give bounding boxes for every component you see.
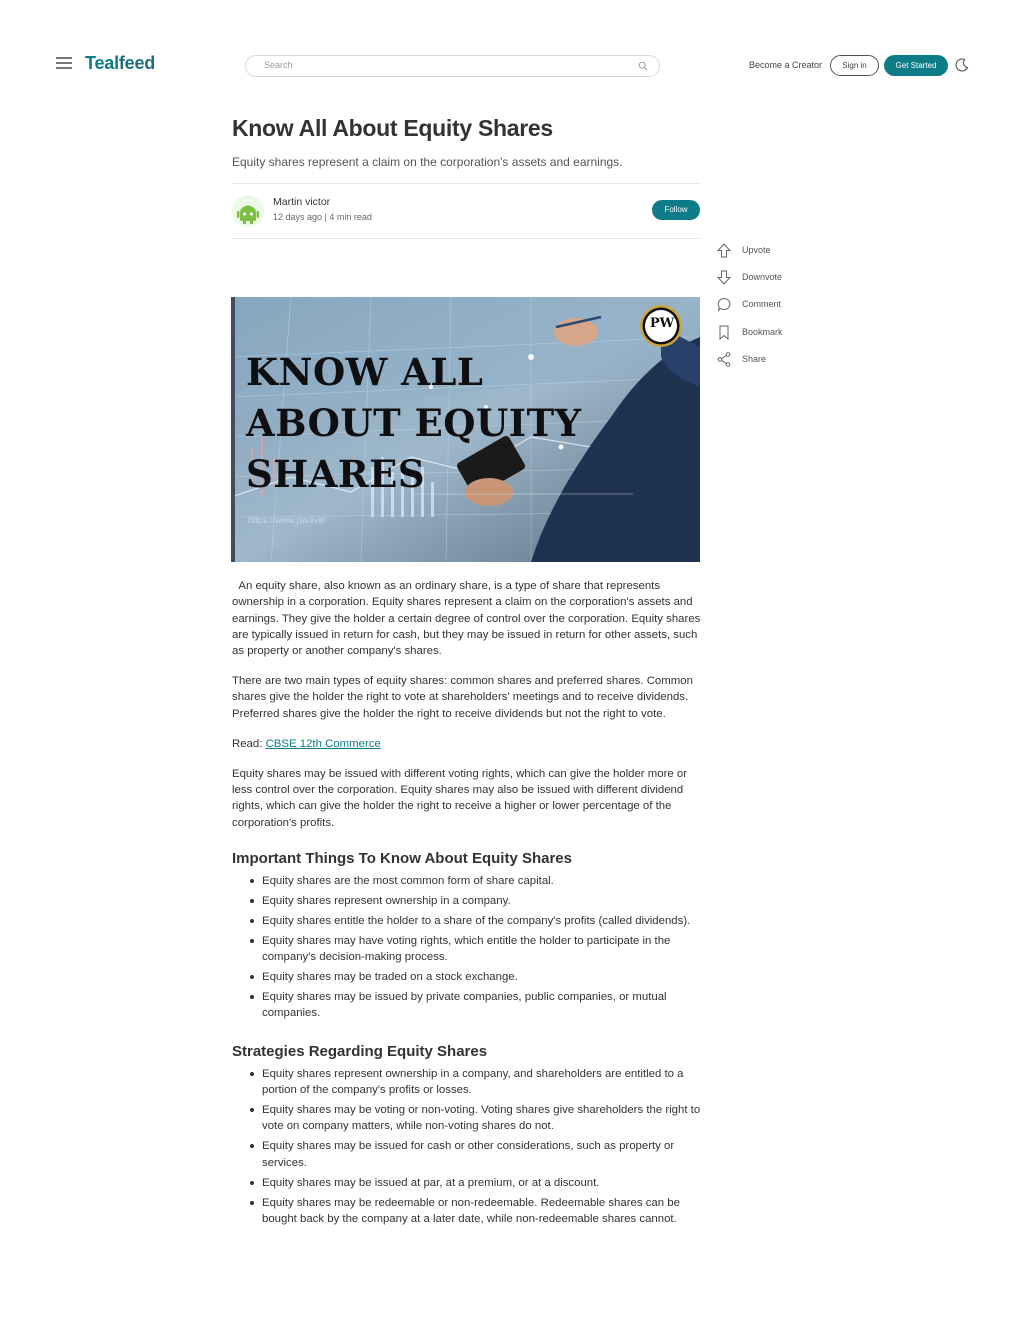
- strategies-list: [246, 1066, 702, 1227]
- share-label: Share: [742, 353, 767, 364]
- hero-image: [231, 297, 700, 562]
- search-icon[interactable]: [638, 61, 648, 71]
- downvote-label: Downvote: [742, 272, 783, 283]
- section-heading-important: Important Things To Know About Equity Shares: [232, 849, 572, 867]
- list-item: Equity shares represent ownership in a company.: [246, 893, 702, 909]
- share-icon: [717, 352, 731, 367]
- hero-line-1: KNOW ALL: [246, 350, 484, 394]
- hero-headline: [246, 347, 582, 500]
- hero-line-2: ABOUT EQUITY: [246, 401, 582, 445]
- bookmark-button[interactable]: [717, 325, 817, 352]
- author-name[interactable]: Martin victor: [273, 196, 331, 208]
- share-button[interactable]: [717, 352, 817, 379]
- list-item: Equity shares may have voting rights, which entitle the holder to participate in the company's decision-making process.: [246, 933, 702, 966]
- post-actions: [717, 243, 817, 379]
- comment-button[interactable]: [717, 297, 817, 324]
- site-header: [0, 0, 1024, 130]
- tealfeed-logo[interactable]: [85, 53, 155, 74]
- list-item: Equity shares entitle the holder to a share of the company's profits (called dividends).: [246, 913, 702, 929]
- search-input[interactable]: [264, 60, 624, 70]
- list-item: Equity shares may be traded on a stock exchange.: [246, 969, 702, 985]
- list-item: Equity shares represent ownership in a company, and shareholders are entitled to a portion of the company's profits or losses.: [246, 1066, 702, 1099]
- downvote-icon: [717, 270, 731, 285]
- search-bar[interactable]: [245, 55, 660, 77]
- bookmark-icon: [717, 325, 731, 340]
- downvote-button[interactable]: [717, 270, 817, 297]
- cbse-commerce-link[interactable]: CBSE 12th Commerce: [265, 737, 381, 750]
- hamburger-menu-icon[interactable]: [56, 57, 72, 71]
- list-item: Equity shares may be issued for cash or other considerations, such as property or services.: [246, 1138, 702, 1171]
- article-body: [232, 578, 702, 1231]
- important-list: [246, 873, 702, 1022]
- dark-mode-moon-icon[interactable]: [955, 58, 969, 72]
- read-more-line: [232, 736, 702, 752]
- logo-part-teal: Teal: [85, 53, 119, 73]
- list-item: Equity shares may be issued by private companies, public companies, or mutual companies.: [246, 989, 702, 1022]
- paragraph-3: Equity shares may be issued with different voting rights, which can give the holder more or less control over the corporation. Equity shares may also be issued with different dividend rights, which can give the holder the right to receive a higher or lower percentage of the corporation's profits.: [232, 767, 688, 829]
- comment-icon: [717, 297, 731, 312]
- upvote-button[interactable]: [717, 243, 817, 270]
- hero-url: https://www.pw.live/: [248, 515, 327, 525]
- android-avatar-icon: [232, 195, 264, 227]
- get-started-button[interactable]: Get Started: [884, 55, 948, 76]
- list-item: Equity shares are the most common form of share capital.: [246, 873, 702, 889]
- paragraph-1: An equity share, also known as an ordinary share, is a type of share that represents ownership in a corporation. Equity shares represent a claim on the corporation's assets and earnings. They give the holder a certain degree of control over the corporation. Equity shares are typically issued in return for cash, but they may be issued in return for other assets, such as property or another company's shares.: [232, 580, 704, 658]
- read-prefix: Read:: [232, 737, 266, 750]
- author-row: [232, 193, 700, 231]
- post-meta: 12 days ago | 4 min read: [273, 212, 372, 222]
- bookmark-label: Bookmark: [742, 326, 783, 337]
- section-heading-strategies: Strategies Regarding Equity Shares: [232, 1042, 488, 1060]
- article-title: Know All About Equity Shares: [232, 115, 553, 141]
- article-subtitle: Equity shares represent a claim on the corporation's assets and earnings.: [232, 155, 623, 169]
- follow-button[interactable]: Follow: [652, 200, 700, 220]
- pw-badge-letters: PW: [649, 316, 675, 331]
- article-header: [232, 112, 700, 169]
- list-item: Equity shares may be issued at par, at a premium, or at a discount.: [246, 1175, 702, 1191]
- logo-part-feed: feed: [118, 53, 156, 73]
- list-item: Equity shares may be redeemable or non-redeemable. Redeemable shares can be bought back by the company at a later date, while non-redeemable shares cannot.: [246, 1195, 702, 1228]
- comment-label: Comment: [742, 299, 782, 310]
- list-item: Equity shares may be voting or non-voting. Voting shares give shareholders the right to vote on company matters, while non-voting shares do not.: [246, 1102, 702, 1135]
- upvote-icon: [717, 243, 731, 258]
- divider-top: [232, 183, 700, 184]
- divider-bottom: [232, 238, 700, 239]
- author-avatar[interactable]: [232, 195, 264, 227]
- upvote-label: Upvote: [742, 245, 771, 255]
- become-creator-link[interactable]: Become a Creator: [749, 60, 823, 70]
- paragraph-2: There are two main types of equity shares: common shares and preferred shares. Common shares give the holder the right to vote at shareholders' meetings and to receive dividends. Preferred shares give the holder the right to receive dividends but not the right to vote.: [232, 675, 693, 720]
- sign-in-button[interactable]: Sign in: [830, 55, 879, 76]
- hero-line-3: SHARES: [246, 452, 426, 496]
